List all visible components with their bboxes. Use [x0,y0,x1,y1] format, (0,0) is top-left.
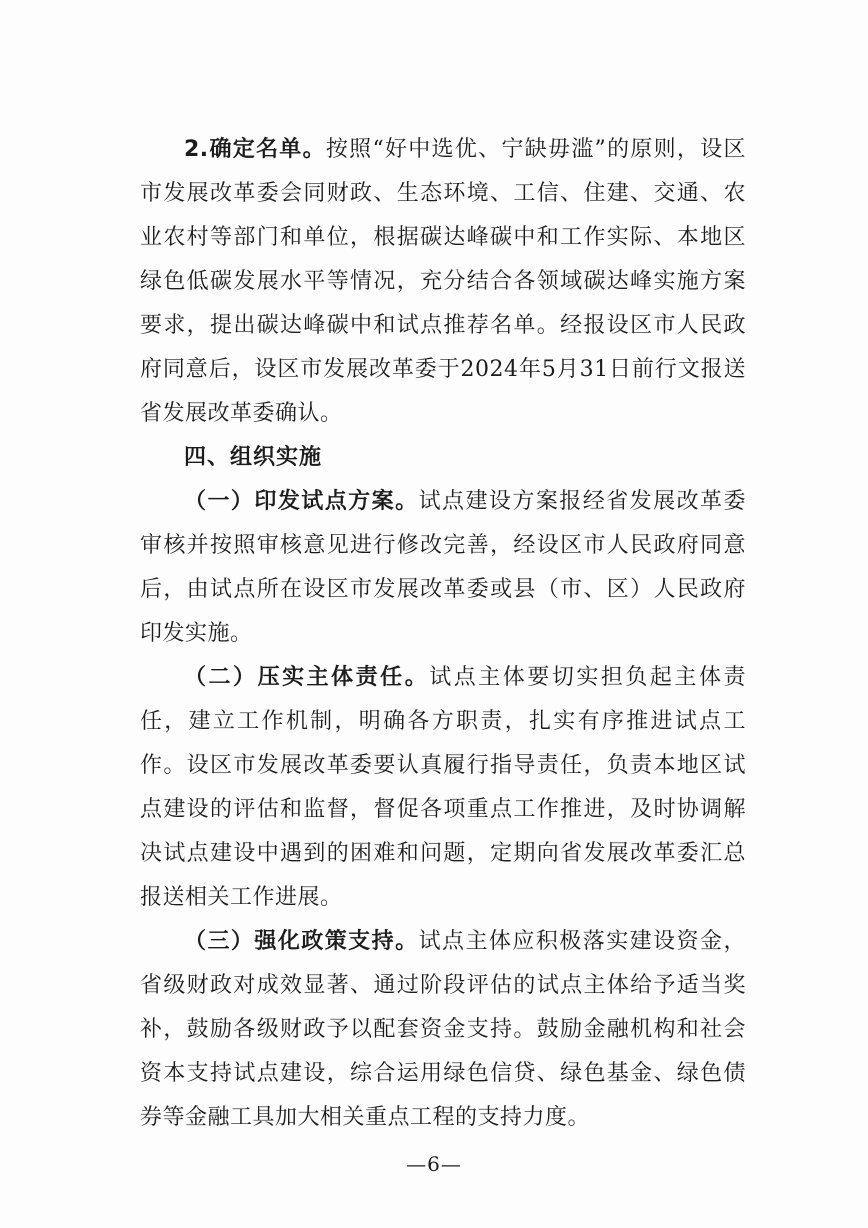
paragraph-confirm-list [140,128,746,436]
item-text: 试点主体要切实担负起主体责任，建立工作机制，明确各方职责，扎实有序推进试点工作。设区市发展改革委要认真履行指导责任，负责本地区试点建设的评估和监督，督促各项重点工作推进，及时协调解决试点建设中遇到的困难和问题，定期向省发展改革委汇总报送相关工作进展。 [140,665,746,910]
item-responsibility [140,656,746,920]
item-policy-support [140,920,746,1140]
paragraph-lead: 2.确定名单。 [184,137,326,162]
document-body [140,128,746,1140]
item-text: 试点主体应积极落实建设资金，省级财政对成效显著、通过阶段评估的试点主体给予适当奖补，鼓励各级财政予以配套资金支持。鼓励金融机构和社会资本支持试点建设，综合运用绿色信贷、绿色基金、绿色债券等金融工具加大相关重点工程的支持力度。 [140,929,746,1130]
page-number: —6— [406,1152,462,1176]
item-text: 试点建设方案报经省发展改革委审核并按照审核意见进行修改完善，经设区市人民政府同意后，由试点所在设区市发展改革委或县（市、区）人民政府印发实施。 [140,489,746,646]
section-heading: 四、组织实施 [184,445,323,470]
item-issue-plan [140,480,746,656]
item-lead: （二）压实主体责任。 [184,665,430,690]
item-lead: （三）强化政策支持。 [184,929,419,954]
item-lead: （一）印发试点方案。 [184,489,419,514]
paragraph-text: 按照“好中选优、宁缺毋滥”的原则，设区市发展改革委会同财政、生态环境、工信、住建、交通、农业农村等部门和单位，根据碳达峰碳中和工作实际、本地区绿色低碳发展水平等情况，充分结合各领域碳达峰实施方案要求，提出碳达峰碳中和试点推荐名单。经报设区市人民政府同意后，设区市发展改革委于2024年5月31日前行文报送省发展改革委确认。 [140,137,746,426]
